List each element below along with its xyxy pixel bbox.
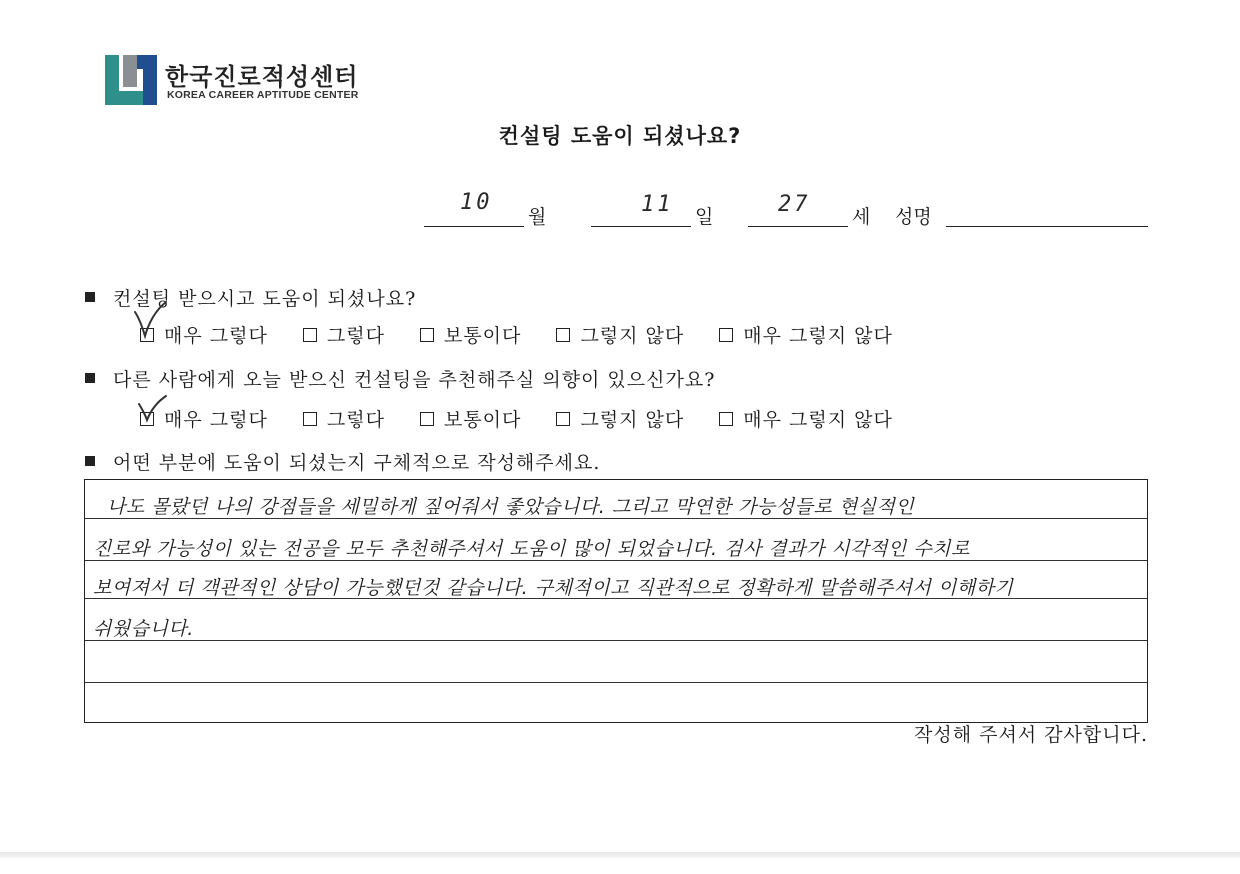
checkbox[interactable] <box>719 412 733 426</box>
checkbox[interactable] <box>303 412 317 426</box>
name-label: 성명 <box>895 206 932 228</box>
question-3 <box>85 448 600 475</box>
q1-option-very-agree[interactable]: 매우 그렇다 <box>140 321 268 348</box>
q1-option-agree[interactable]: 그렇다 <box>303 321 385 348</box>
checkbox[interactable] <box>556 328 570 342</box>
question-1-options <box>140 321 921 348</box>
answer-line-3: 보여져서 더 객관적인 상담이 가능했던것 같습니다. 구체적이고 직관적으로 정확하게 말씀해주셔서 이해하기 <box>93 577 1014 599</box>
question-2-options <box>140 405 921 432</box>
checkbox[interactable] <box>719 328 733 342</box>
q2-option-disagree[interactable]: 그렇지 않다 <box>556 405 684 432</box>
answer-line-4: 쉬웠습니다. <box>93 618 194 640</box>
answer-box[interactable] <box>84 479 1148 723</box>
question-3-text: 어떤 부분에 도움이 되셨는지 구체적으로 작성해주세요. <box>113 452 601 474</box>
q1-option-very-disagree[interactable]: 매우 그렇지 않다 <box>719 321 893 348</box>
info-row <box>0 188 1240 238</box>
center-logo <box>105 55 405 105</box>
logo-mark-icon <box>105 55 157 105</box>
question-1-text: 컨설팅 받으시고 도움이 되셨나요? <box>113 288 417 310</box>
q2-option-very-agree[interactable]: 매우 그렇다 <box>140 405 268 432</box>
question-2-text: 다른 사람에게 오늘 받으신 컨설팅을 추천해주실 의향이 있으신가요? <box>113 369 716 391</box>
page-title: 컨설팅 도움이 되셨나요? <box>498 124 742 148</box>
page-edge <box>0 852 1240 858</box>
month-field[interactable] <box>424 188 524 227</box>
day-label: 일 <box>695 206 714 228</box>
answer-line-1: 나도 몰랐던 나의 강점들을 세밀하게 짚어줘서 좋았습니다. 그리고 막연한 가능성들로 현실적인 <box>107 496 915 518</box>
q1-option-disagree[interactable]: 그렇지 않다 <box>556 321 684 348</box>
checkbox[interactable] <box>303 328 317 342</box>
month-value: 10 <box>460 190 493 215</box>
q1-check-mark-icon <box>132 300 168 340</box>
checkbox[interactable] <box>420 412 434 426</box>
name-field[interactable] <box>946 188 1148 227</box>
question-2 <box>85 365 715 392</box>
q2-option-agree[interactable]: 그렇다 <box>303 405 385 432</box>
answer-line-2: 진로와 가능성이 있는 전공을 모두 추천해주셔서 도움이 많이 되었습니다. 검사 결과가 시각적인 수치로 <box>93 538 970 560</box>
checkbox[interactable] <box>556 412 570 426</box>
q2-option-neutral[interactable]: 보통이다 <box>420 405 521 432</box>
bullet-square-icon <box>85 292 95 302</box>
month-label: 월 <box>528 206 547 228</box>
checkbox[interactable] <box>420 328 434 342</box>
logo-english-name: KOREA CAREER APTITUDE CENTER <box>167 89 359 101</box>
bullet-square-icon <box>85 373 95 383</box>
age-field[interactable] <box>748 188 848 227</box>
bullet-square-icon <box>85 456 95 466</box>
q2-option-very-disagree[interactable]: 매우 그렇지 않다 <box>719 405 893 432</box>
age-label: 세 <box>852 206 871 228</box>
thank-you-note: 작성해 주셔서 감사합니다. <box>913 724 1148 746</box>
q2-check-mark-icon <box>136 394 168 426</box>
q1-option-neutral[interactable]: 보통이다 <box>420 321 521 348</box>
ruled-line <box>85 682 1147 683</box>
age-value: 27 <box>778 192 811 217</box>
logo-korean-name: 한국진로적성센터 <box>165 63 359 91</box>
day-value: 11 <box>641 192 674 217</box>
ruled-line <box>85 640 1147 641</box>
day-field[interactable] <box>591 188 691 227</box>
